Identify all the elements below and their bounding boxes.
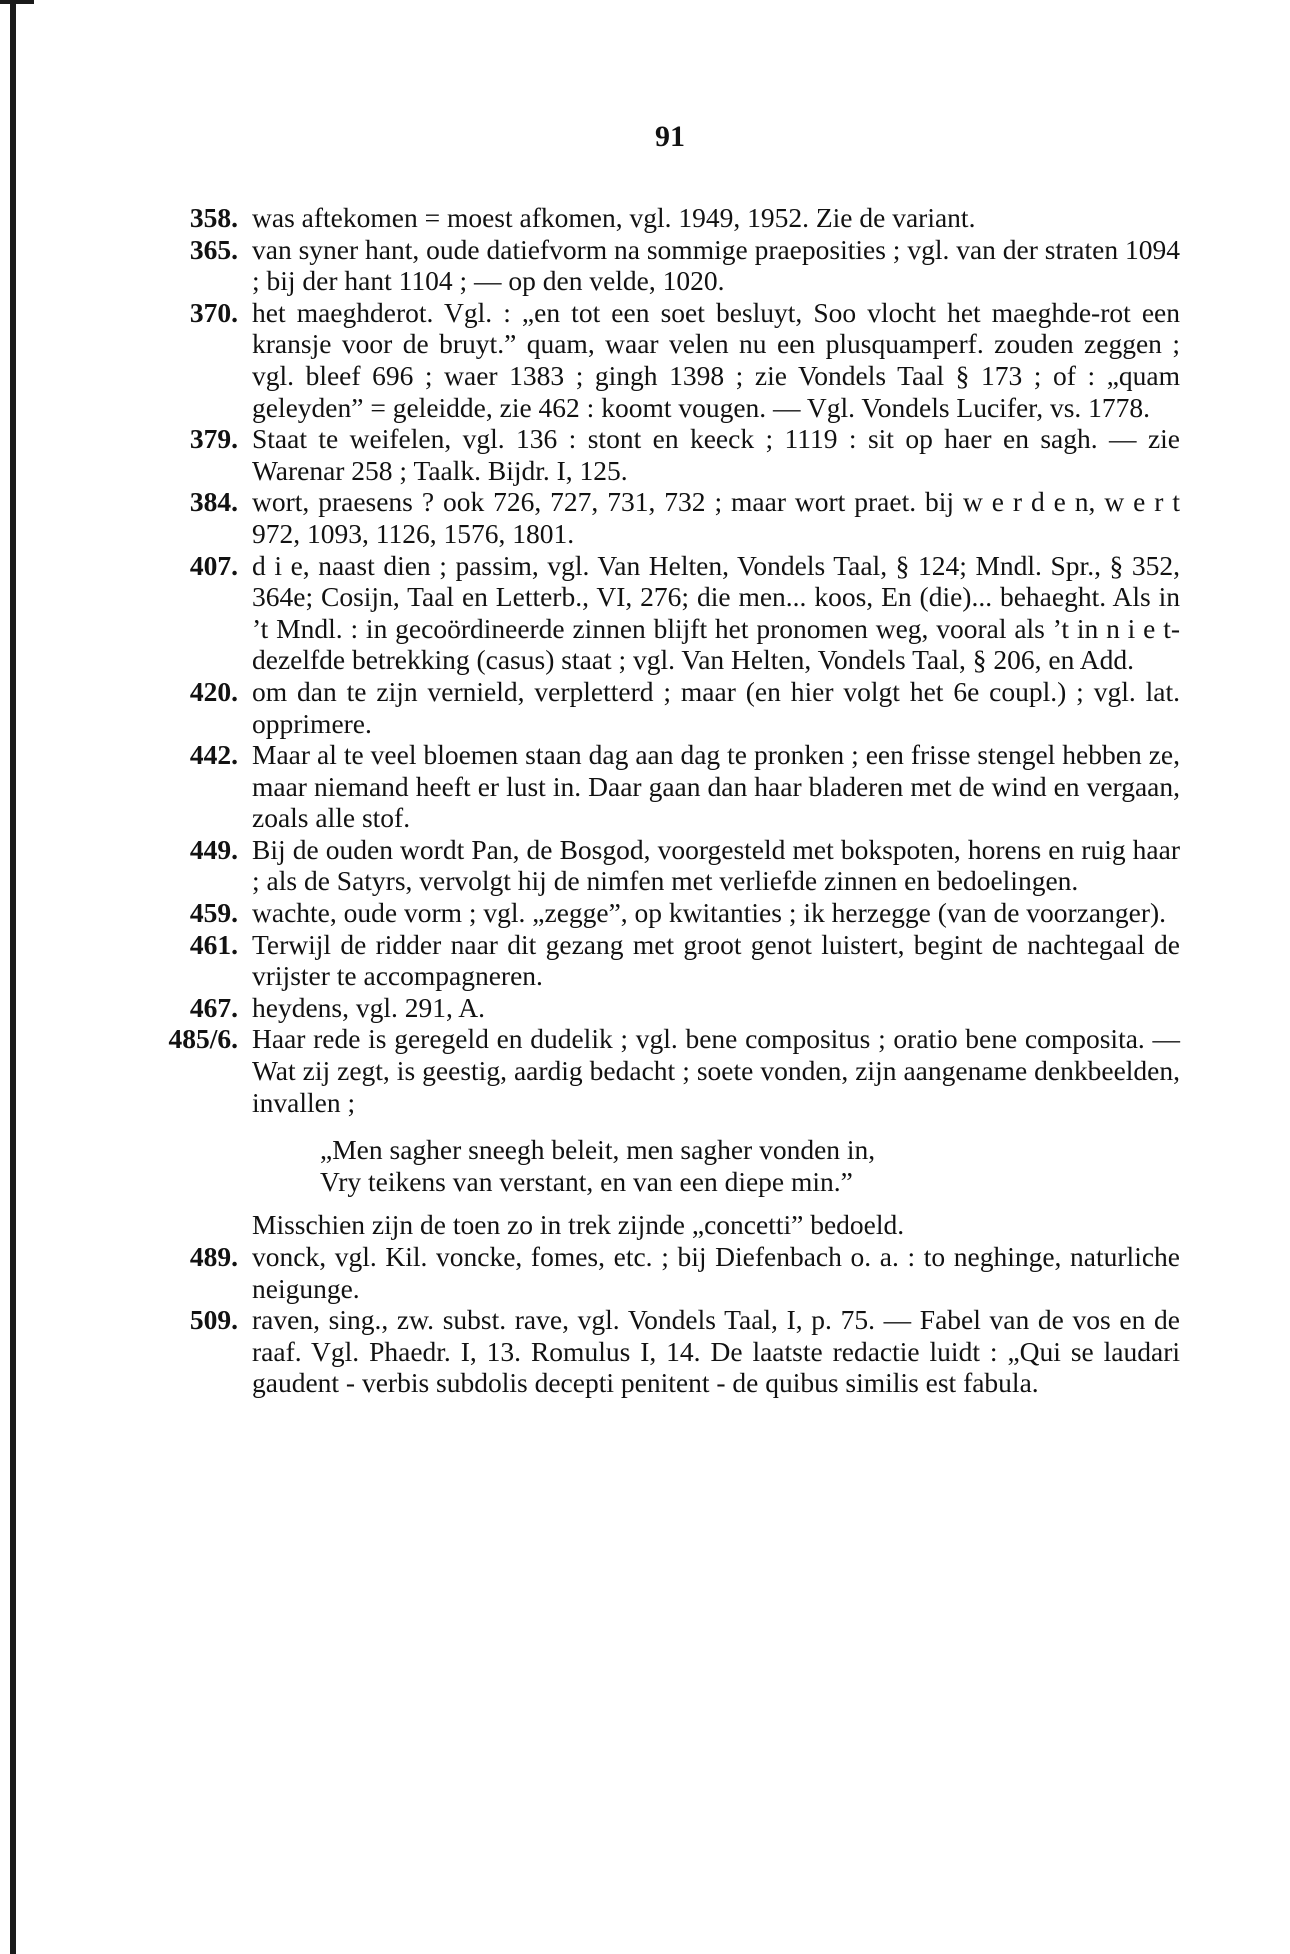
note-number: 420. [189,675,238,707]
note-text: Maar al te veel bloemen staan dag aan dag te pronken ; een frisse stengel hebben ze, maar niemand heeft er lust in. Daar gaan dan haar bladeren met de wind en vergaan, zoals alle stof. [252,739,1180,834]
note-entry [160,929,1180,992]
note-text: raven, sing., zw. subst. rave, vgl. Vondels Taal, I, p. 75. — Fabel van de vos en de raaf. Vgl. Phaedr. I, 13. Romulus I, 14. De laatste redactie luidt : „Qui se laudari gaudent - verbis subdolis decepti penitent - de quibus similis est fabula. [252,1304,1180,1399]
page-number: 91 [655,120,685,153]
note-text: het maeghderot. Vgl. : „en tot een soet besluyt, Soo vlocht het maeghde-rot een kransje voor de bruyt.” quam, waar velen nu een plusquamperf. zouden zeggen ; vgl. bleef 696 ; waer 1383 ; gingh 1398 ; zie Vondels Taal § 173 ; of : „quam geleyden” = geleidde, zie 462 : koomt vougen. — Vgl. Vondels Lucifer, vs. 1778. [252,296,1180,423]
quote-block [160,1134,1180,1197]
note-text: was aftekomen = moest afkomen, vgl. 1949, 1952. Zie de variant. [252,202,976,233]
body-text [160,202,1180,1399]
note-number: 384. [189,486,238,518]
note-number: 509. [189,1304,238,1336]
note-number: 358. [189,202,238,233]
note-number: 461. [189,928,238,960]
note-text: heydens, vgl. 291, A. [252,991,485,1023]
note-entry [160,834,1180,897]
note-entry [160,234,1180,297]
note-number: 449. [189,833,238,865]
note-entry [160,297,1180,423]
note-number: 489. [189,1241,238,1272]
quote-line: „Men sagher sneegh beleit, men sagher vonden in, [320,1134,876,1166]
note-entry [160,1304,1180,1399]
entry-list [160,202,1180,1118]
page [160,120,1180,1399]
note-text: om dan te zijn vernield, verpletterd ; maar (en hier volgt het 6e coupl.) ; vgl. lat. opprimere. [252,675,1180,739]
scan-edge-top [0,0,34,4]
note-entry [160,897,1180,929]
note-text: Bij de ouden wordt Pan, de Bosgod, voorgesteld met bokspoten, horens en ruig haar ; als de Satyrs, vervolgt hij de nimfen met verliefde zinnen en bedoelingen. [252,833,1180,897]
after-quote-text: Misschien zijn de toen zo in trek zijnde „concetti” bedoeld. [252,1209,905,1241]
note-text: Staat te weifelen, vgl. 136 : stont en keeck ; 1119 : sit op haer en sagh. — zie Warenar 258 ; Taalk. Bijdr. I, 125. [252,423,1180,486]
note-entry [160,486,1180,549]
note-text: wachte, oude vorm ; vgl. „zegge”, op kwitanties ; ik herzegge (van de voorzanger). [252,897,1167,929]
note-number: 365. [189,233,238,265]
note-number: 485/6. [168,1023,238,1055]
entry-list-tail [160,1241,1180,1399]
note-number: 407. [189,549,238,581]
note-number: 459. [189,897,238,929]
note-text: vonck, vgl. Kil. voncke, fomes, etc. ; bij Diefenbach o. a. : to neghinge, naturliche neigunge. [252,1241,1180,1304]
quote-line: Vry teikens van verstant, en van een diepe min.” [320,1165,853,1197]
note-text: Haar rede is geregeld en dudelik ; vgl. bene compositus ; oratio bene composita. — Wat zij zegt, is geestig, aardig bedacht ; soete vonden, zijn aangename denkbeelden, invallen ; [252,1023,1180,1118]
note-entry [160,202,1180,234]
note-entry [160,1241,1180,1304]
note-entry [160,676,1180,739]
scan-edge [10,0,16,1954]
note-text: wort, praesens ? ook 726, 727, 731, 732 ; maar wort praet. bij w e r d e n, w e r t 972, 1093, 1126, 1576, 1801. [252,486,1180,549]
note-entry [160,423,1180,486]
note-text: van syner hant, oude datiefvorm na sommige praeposities ; vgl. van der straten 1094 ; bij der hant 1104 ; — op den velde, 1020. [252,233,1180,297]
note-text: d i e, naast dien ; passim, vgl. Van Helten, Vondels Taal, § 124; Mndl. Spr., § 352, 364e; Cosijn, Taal en Letterb., VI, 276; die men... koos, En (die)... behaeght. Als in ’t Mndl. : in gecoördineerde zinnen blijft het pronomen weg, vooral als ’t in n i e t-dezelfde betrekking (casus) staat ; vgl. Van Helten, Vondels Taal, § 206, en Add. [252,549,1180,676]
note-entry [160,1023,1180,1118]
note-number: 379. [189,423,238,455]
note-entry [160,550,1180,676]
note-number: 370. [189,296,238,328]
note-entry [160,992,1180,1024]
note-text: Terwijl de ridder naar dit gezang met groot genot luistert, begint de nachtegaal de vrijster te accompagneren. [252,928,1180,992]
note-number: 442. [189,739,238,771]
note-number: 467. [189,991,238,1023]
note-entry [160,739,1180,834]
